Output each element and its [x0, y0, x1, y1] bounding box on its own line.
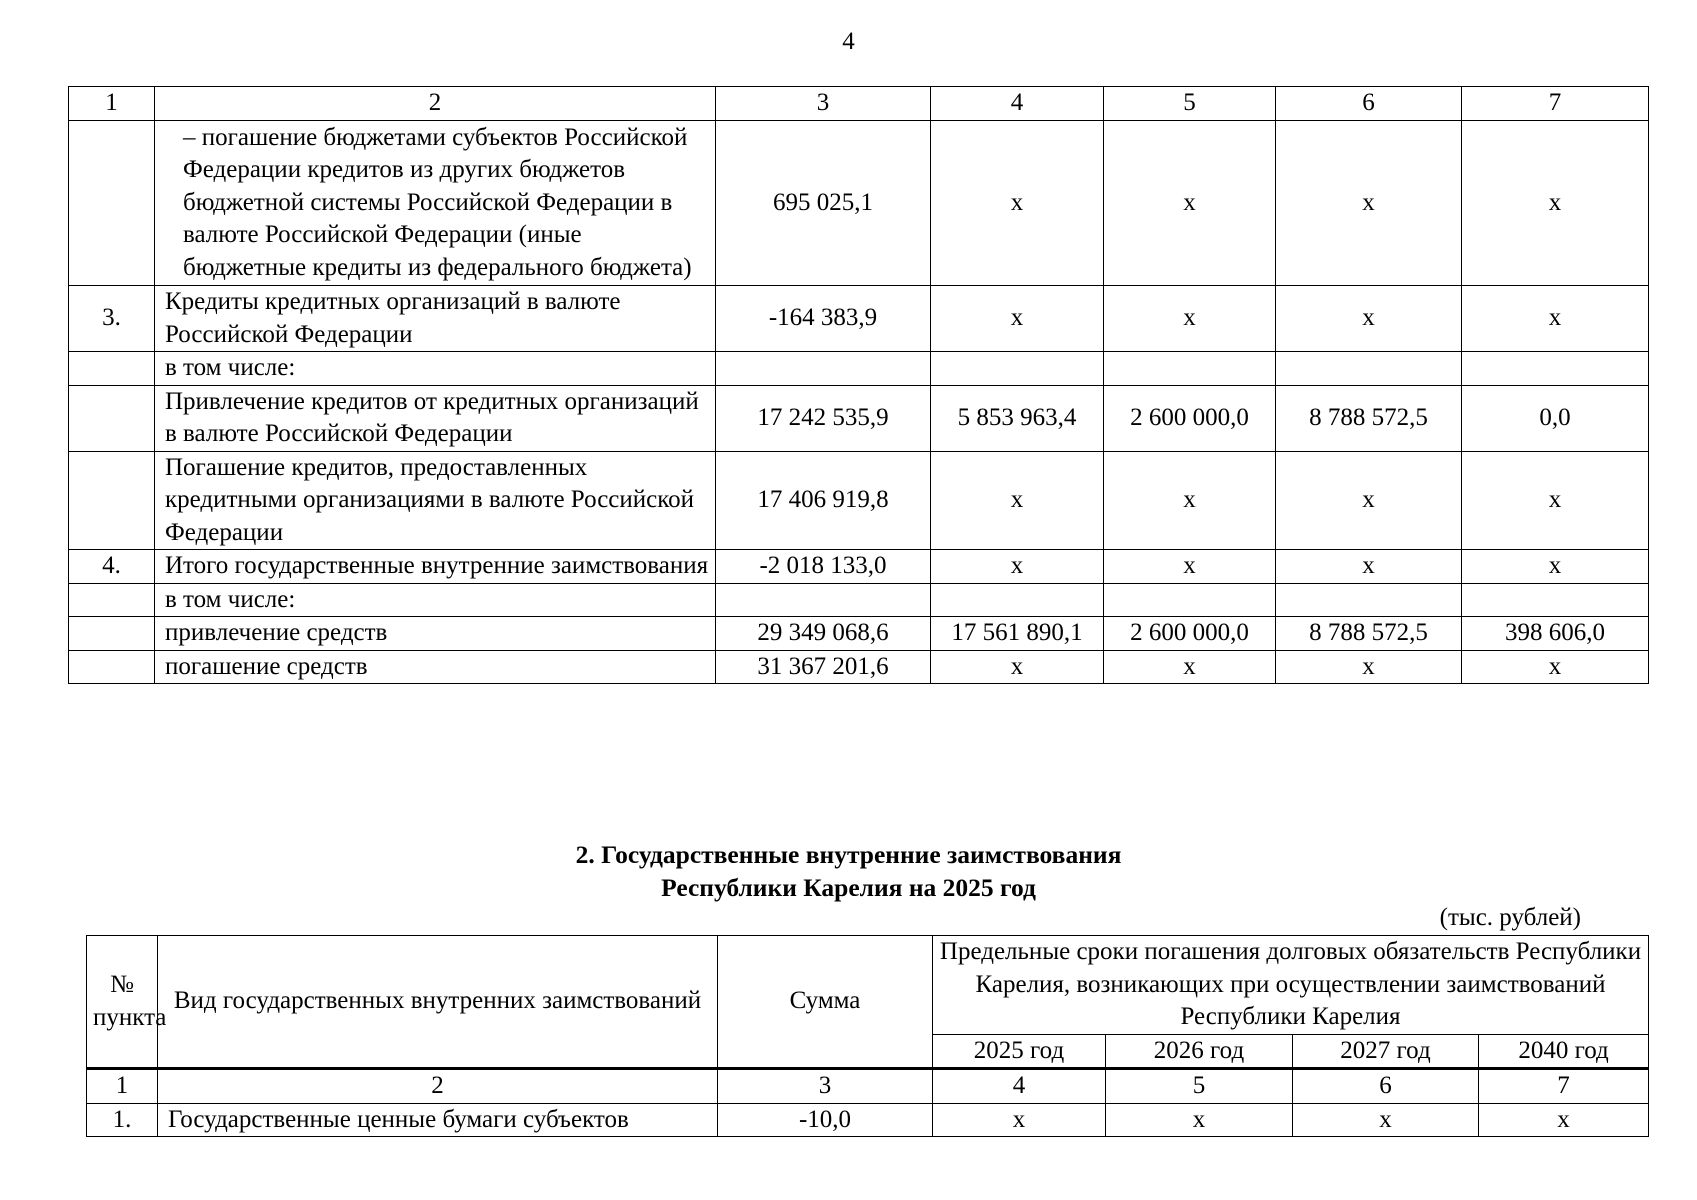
row-col5: 2 600 000,0 — [1104, 385, 1276, 451]
row-number — [69, 352, 155, 386]
row-col6: х — [1276, 451, 1462, 550]
row-col5: х — [1104, 650, 1276, 684]
row-col7: 0,0 — [1462, 385, 1649, 451]
row-col4: 5 853 963,4 — [931, 385, 1104, 451]
column-number: 1 — [87, 1069, 158, 1104]
row-col6 — [1276, 583, 1462, 617]
row-col5 — [1104, 583, 1276, 617]
row-name: Итого государственные внутренние заимствования — [155, 550, 716, 584]
row-col4: х — [931, 550, 1104, 584]
row-number — [69, 120, 155, 286]
row-name: – погашение бюджетами субъектов Российской Федерации кредитов из других бюджетов бюджетной системы Российской Федерации в валюте Российской Федерации (иные бюджетные кредиты из федерального бюджета) — [155, 120, 716, 286]
row-col4 — [931, 583, 1104, 617]
row-col7 — [1462, 583, 1649, 617]
row-col7: 398 606,0 — [1462, 617, 1649, 651]
column-number: 5 — [1106, 1069, 1293, 1104]
column-number: 4 — [931, 87, 1104, 121]
column-number: 7 — [1479, 1069, 1649, 1104]
section-title-line1: 2. Государственные внутренние заимствования — [575, 840, 1122, 869]
row-col5: х — [1104, 286, 1276, 352]
column-number: 5 — [1104, 87, 1276, 121]
row-col5: х — [1104, 550, 1276, 584]
row-col6: х — [1276, 550, 1462, 584]
row-col5 — [1104, 352, 1276, 386]
row-col4: х — [931, 650, 1104, 684]
column-number-row — [69, 87, 1649, 121]
row-number — [69, 385, 155, 451]
table-row — [69, 617, 1649, 651]
row-name: в том числе: — [155, 352, 716, 386]
row-col7: х — [1479, 1103, 1649, 1137]
row-col5: 2 600 000,0 — [1104, 617, 1276, 651]
row-number: 1. — [87, 1103, 158, 1137]
row-col4: х — [931, 451, 1104, 550]
row-name: Погашение кредитов, предоставленных кредитными организациями в валюте Российской Федерации — [155, 451, 716, 550]
row-number: 3. — [69, 286, 155, 352]
column-number: 3 — [716, 87, 931, 121]
header-terms: Предельные сроки погашения долговых обязательств Республики Карелия, возникающих при осуществлении заимствований Республики Карелия — [933, 936, 1649, 1035]
row-col6: х — [1276, 120, 1462, 286]
table-row — [69, 385, 1649, 451]
row-name: Кредиты кредитных организаций в валюте Российской Федерации — [155, 286, 716, 352]
header-year: 2027 год — [1293, 1034, 1479, 1069]
row-number — [69, 583, 155, 617]
row-col7: х — [1462, 550, 1649, 584]
header-row — [87, 936, 1649, 1035]
row-sum: 29 349 068,6 — [716, 617, 931, 651]
row-sum — [716, 352, 931, 386]
table-row — [69, 550, 1649, 584]
header-type: Вид государственных внутренних заимствований — [158, 936, 718, 1069]
row-col4 — [931, 352, 1104, 386]
table-row — [69, 352, 1649, 386]
row-col4: х — [933, 1103, 1106, 1137]
header-year: 2025 год — [933, 1034, 1106, 1069]
row-col6: х — [1276, 650, 1462, 684]
table-row — [69, 650, 1649, 684]
column-number: 6 — [1276, 87, 1462, 121]
header-year: 2026 год — [1106, 1034, 1293, 1069]
row-col6: 8 788 572,5 — [1276, 385, 1462, 451]
row-number — [69, 451, 155, 550]
table-row — [69, 583, 1649, 617]
borrowings-table-2025 — [86, 935, 1649, 1137]
row-sum — [716, 583, 931, 617]
row-name: Привлечение кредитов от кредитных организаций в валюте Российской Федерации — [155, 385, 716, 451]
table-row — [69, 286, 1649, 352]
row-name: Государственные ценные бумаги субъектов — [158, 1103, 718, 1137]
row-number — [69, 650, 155, 684]
row-col5: х — [1104, 451, 1276, 550]
row-name: в том числе: — [155, 583, 716, 617]
section-title-line2: Республики Карелия на 2025 год — [661, 873, 1036, 902]
row-col7: х — [1462, 451, 1649, 550]
row-sum: -2 018 133,0 — [716, 550, 931, 584]
row-col7: х — [1462, 286, 1649, 352]
column-number-row — [87, 1069, 1649, 1104]
row-col5: х — [1104, 120, 1276, 286]
borrowings-table-continued — [68, 86, 1649, 684]
row-col6: х — [1293, 1103, 1479, 1137]
header-sum: Сумма — [718, 936, 933, 1069]
page-number: 4 — [842, 28, 855, 55]
units-label: (тыс. рублей) — [1439, 904, 1581, 931]
header-year: 2040 год — [1479, 1034, 1649, 1069]
row-col7: х — [1462, 120, 1649, 286]
row-sum: 31 367 201,6 — [716, 650, 931, 684]
column-number: 4 — [933, 1069, 1106, 1104]
column-number: 7 — [1462, 87, 1649, 121]
column-number: 2 — [155, 87, 716, 121]
row-col4: 17 561 890,1 — [931, 617, 1104, 651]
row-col7 — [1462, 352, 1649, 386]
row-sum: 695 025,1 — [716, 120, 931, 286]
column-number: 6 — [1293, 1069, 1479, 1104]
row-col5: х — [1106, 1103, 1293, 1137]
row-name: привлечение средств — [155, 617, 716, 651]
row-col7: х — [1462, 650, 1649, 684]
row-col6 — [1276, 352, 1462, 386]
column-number: 3 — [718, 1069, 933, 1104]
column-number: 1 — [69, 87, 155, 121]
row-col4: х — [931, 286, 1104, 352]
row-sum: 17 406 919,8 — [716, 451, 931, 550]
header-number: № пункта — [87, 936, 158, 1069]
row-number: 4. — [69, 550, 155, 584]
row-sum: -164 383,9 — [716, 286, 931, 352]
row-name: погашение средств — [155, 650, 716, 684]
row-col4: х — [931, 120, 1104, 286]
table-row — [69, 120, 1649, 286]
row-sum: 17 242 535,9 — [716, 385, 931, 451]
row-col6: х — [1276, 286, 1462, 352]
table-row — [69, 451, 1649, 550]
table-row — [87, 1103, 1649, 1137]
column-number: 2 — [158, 1069, 718, 1104]
row-col6: 8 788 572,5 — [1276, 617, 1462, 651]
row-sum: -10,0 — [718, 1103, 933, 1137]
row-number — [69, 617, 155, 651]
